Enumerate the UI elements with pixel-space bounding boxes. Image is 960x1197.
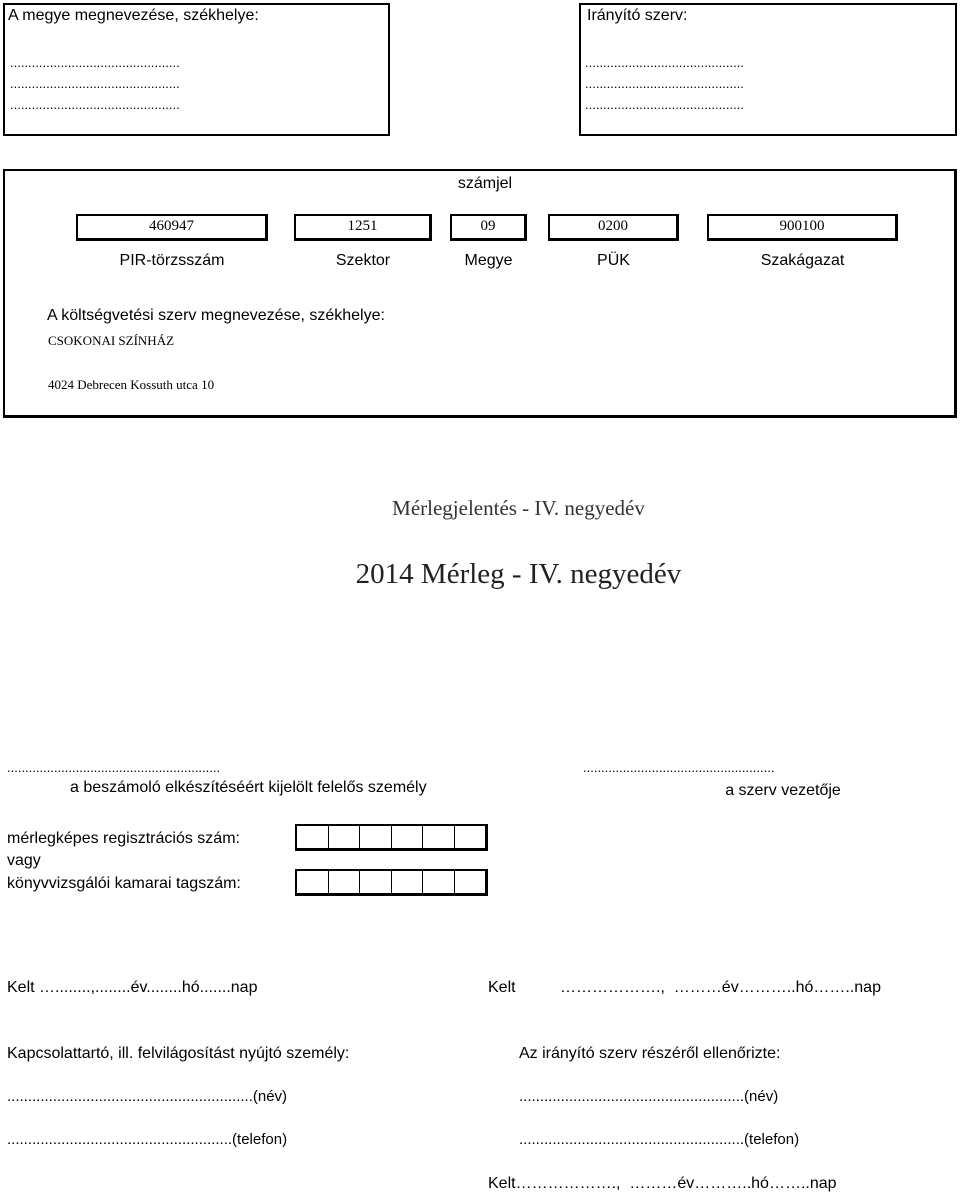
date-left: Kelt …........,........év........hó.......nap — [7, 979, 258, 996]
report-subtitle: Mérlegjelentés - IV. negyedév — [392, 496, 645, 520]
signature-left-label: a beszámoló elkészítéséért kijelölt felelős személy — [70, 779, 427, 796]
contact-left-name: ...........................................................(név) — [7, 1088, 288, 1105]
date-right: Kelt ………………., ………év………..hó……..nap — [488, 979, 881, 996]
org-label: A költségvetési szerv megnevezése, székhelye: — [47, 307, 385, 324]
grid-cell — [329, 871, 361, 893]
org-address: 4024 Debrecen Kossuth utca 10 — [48, 377, 215, 392]
grid-cell — [360, 826, 392, 848]
contact-left-title: Kapcsolattartó, ill. felvilágosítást nyújtó személy: — [7, 1045, 350, 1062]
supervisor-line-1: ............................................ — [585, 55, 744, 70]
signature-left-dots: ........................................................... — [7, 760, 221, 775]
county-line-1: ............................................... — [10, 55, 180, 70]
grid-cell — [297, 826, 329, 848]
grid-cell — [329, 826, 361, 848]
supervisor-line-3: ............................................ — [585, 97, 744, 112]
grid-cell — [455, 871, 486, 893]
date-bottom: Kelt………………., ………év………..hó……..nap — [488, 1175, 837, 1192]
grid-cell — [455, 826, 486, 848]
code-sector: 1251 — [294, 214, 432, 241]
account-heading: számjel — [457, 175, 513, 192]
label-county: Megye — [464, 252, 513, 269]
label-sector-branch: Szakágazat — [760, 252, 845, 269]
registration-number-grid[interactable] — [295, 824, 488, 851]
supervisor-line-2: ............................................ — [585, 76, 744, 91]
label-puk: PÜK — [597, 252, 630, 269]
contact-right-title: Az irányító szerv részéről ellenőrizte: — [519, 1045, 781, 1062]
contact-left-phone: ......................................................(telefon) — [7, 1131, 288, 1148]
registration-or: vagy — [7, 852, 41, 869]
chamber-number-grid[interactable] — [295, 869, 488, 896]
org-name: CSOKONAI SZÍNHÁZ — [48, 333, 175, 348]
code-county: 09 — [450, 214, 527, 241]
report-title: 2014 Mérleg - IV. negyedév — [355, 558, 682, 590]
supervisor-box-title: Irányító szerv: — [587, 7, 688, 24]
county-box — [3, 3, 390, 136]
county-line-3: ............................................... — [10, 97, 180, 112]
contact-right-phone: ......................................................(telefon) — [519, 1131, 800, 1148]
grid-cell — [297, 871, 329, 893]
county-box-title: A megye megnevezése, székhelye: — [8, 7, 259, 24]
label-sector: Szektor — [335, 252, 391, 269]
grid-cell — [360, 871, 392, 893]
grid-cell — [392, 826, 424, 848]
supervisor-box — [579, 3, 957, 136]
code-puk: 0200 — [548, 214, 679, 241]
county-line-2: ............................................... — [10, 76, 180, 91]
registration-label-2: könyvvizsgálói kamarai tagszám: — [7, 875, 241, 892]
grid-cell — [423, 871, 455, 893]
label-pir: PIR-törzsszám — [119, 252, 225, 269]
code-sector-branch: 900100 — [707, 214, 898, 241]
registration-label-1: mérlegképes regisztrációs szám: — [7, 830, 240, 847]
contact-right-name: ......................................................(név) — [519, 1088, 779, 1105]
grid-cell — [423, 826, 455, 848]
grid-cell — [392, 871, 424, 893]
account-box — [3, 169, 957, 418]
code-pir: 460947 — [76, 214, 268, 241]
signature-right-label: a szerv vezetője — [725, 782, 841, 799]
signature-right-dots: ..................................................... — [583, 760, 775, 775]
